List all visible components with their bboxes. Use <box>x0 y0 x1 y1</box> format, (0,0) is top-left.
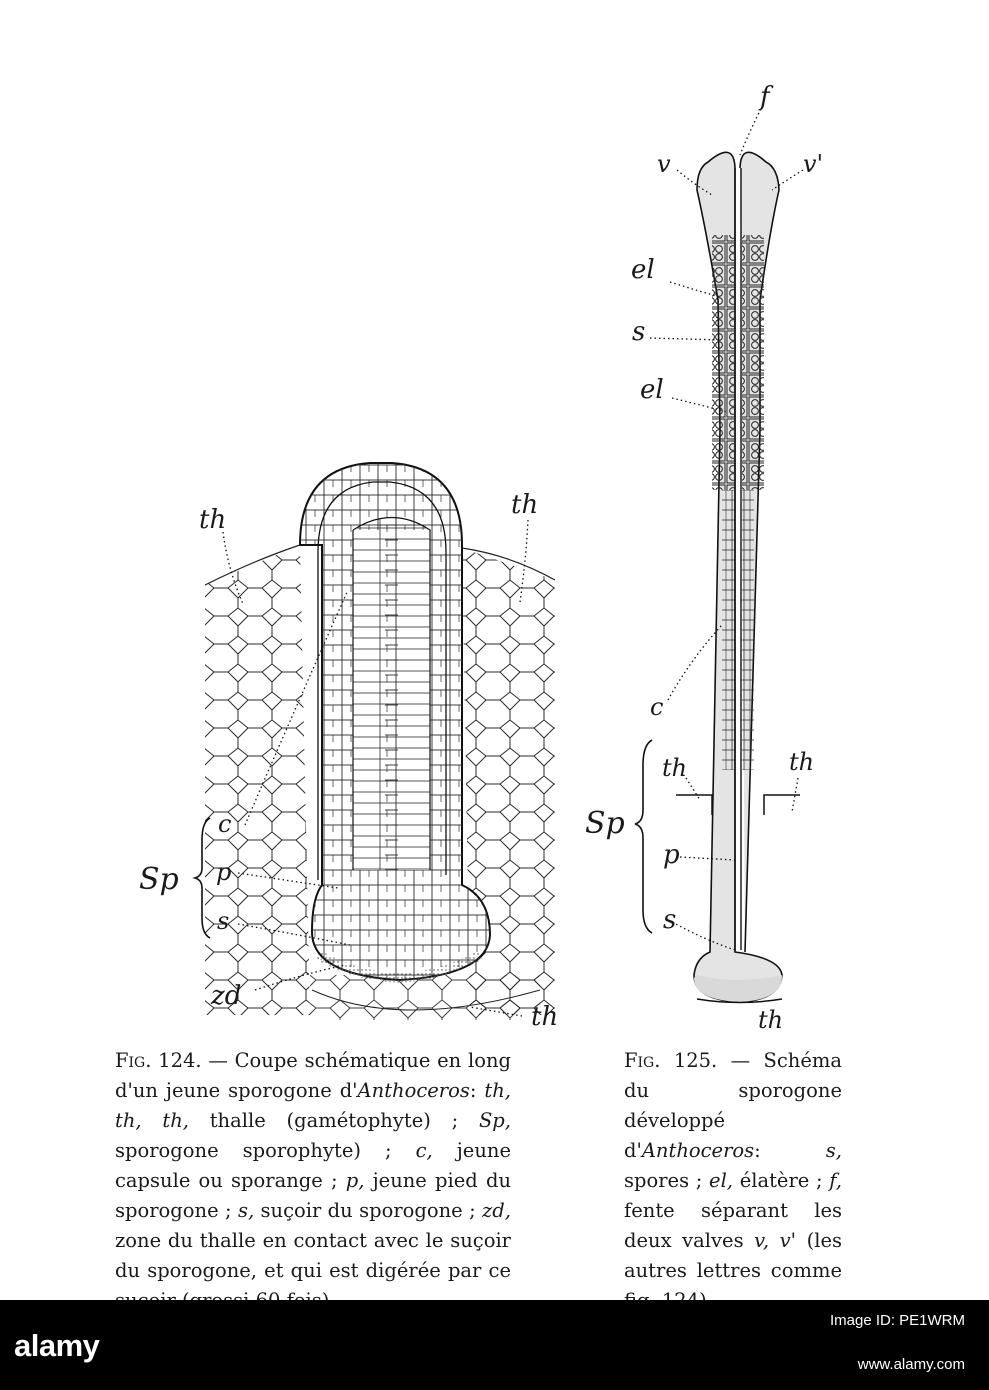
label-th-bottom: th <box>531 1002 559 1032</box>
figure-125-drawing <box>585 82 823 1034</box>
caption-text: Schéma du sporogone développé d' <box>624 1049 843 1162</box>
caption-term: el, <box>709 1169 734 1192</box>
label-c: c <box>650 693 664 721</box>
figure-124-caption <box>115 1046 511 1316</box>
caption-text: jeune capsule ou sporange ; <box>115 1139 511 1192</box>
label-p: p <box>663 840 680 870</box>
caption-term: s, <box>237 1199 255 1222</box>
caption-term: zd, <box>482 1199 511 1222</box>
figure-125-caption <box>624 1046 842 1316</box>
caption-genus: Anthoceros <box>357 1079 470 1102</box>
caption-term: v, v' <box>754 1229 797 1252</box>
label-th-right: th <box>511 490 539 520</box>
label-sp: Sp <box>585 806 625 841</box>
caption-figure-number: Fig. 124. <box>115 1049 202 1072</box>
label-c: c <box>218 810 232 838</box>
caption-text: élatère ; <box>733 1169 830 1192</box>
image-id-label: Image ID: PE1WRM <box>829 1312 965 1329</box>
site-url-link[interactable]: www.alamy.com <box>857 1356 965 1373</box>
caption-text: (les autres lettres comme <box>624 1229 842 1282</box>
stock-footer-bar <box>0 1300 989 1390</box>
label-el-lower: el <box>640 375 664 405</box>
sporogone-125 <box>694 152 782 1002</box>
label-v-prime: v' <box>803 150 824 178</box>
thalle-left-tissue <box>200 540 320 1020</box>
caption-figure-number: Fig. 125. <box>624 1049 718 1072</box>
caption-text: thalle (gamétophyte) ; <box>188 1109 479 1132</box>
caption-dash: — <box>201 1049 235 1072</box>
caption-text: jeune pied du sporogone ; <box>115 1169 511 1222</box>
figure-124-drawing <box>139 455 565 1032</box>
label-s-upper: s <box>632 317 646 347</box>
caption-term: th, th, th, <box>115 1079 511 1132</box>
label-zd: zd <box>211 981 242 1011</box>
caption-text: fente séparant les deux valves <box>624 1199 842 1252</box>
caption-text: : <box>754 1139 826 1162</box>
caption-dash: — <box>717 1049 764 1072</box>
thalle-bottom-tissue <box>310 975 540 1020</box>
label-s-lower: s <box>663 905 677 935</box>
label-th-bottom: th <box>758 1006 784 1034</box>
caption-term: f, <box>829 1169 842 1192</box>
caption-text: Coupe schématique en long d'un jeune sporogone d' <box>115 1049 511 1102</box>
label-sp: Sp <box>139 862 179 897</box>
caption-term: p, <box>345 1169 365 1192</box>
alamy-logo[interactable]: alamy <box>14 1328 100 1363</box>
caption-text: suçoir du sporogone ; <box>254 1199 483 1222</box>
label-el-upper: el <box>631 255 655 285</box>
caption-text: : <box>469 1079 485 1102</box>
label-th-right: th <box>789 748 815 776</box>
caption-term: c, <box>415 1139 433 1162</box>
caption-term: s, <box>825 1139 842 1162</box>
label-p: p <box>216 858 232 886</box>
label-v: v <box>657 150 671 178</box>
caption-text: spores ; <box>624 1169 710 1192</box>
caption-genus: Anthoceros <box>641 1139 755 1162</box>
label-s: s <box>217 907 230 935</box>
label-f: f <box>760 82 770 112</box>
caption-term: Sp, <box>478 1109 511 1132</box>
caption-text: sporogone sporophyte) ; <box>115 1139 416 1162</box>
label-th-left: th <box>662 754 688 782</box>
label-th-left: th <box>199 505 227 535</box>
caption-text: zone du thalle en contact avec le suçoir du sporogone, et qui est digérée par ce <box>115 1229 511 1282</box>
